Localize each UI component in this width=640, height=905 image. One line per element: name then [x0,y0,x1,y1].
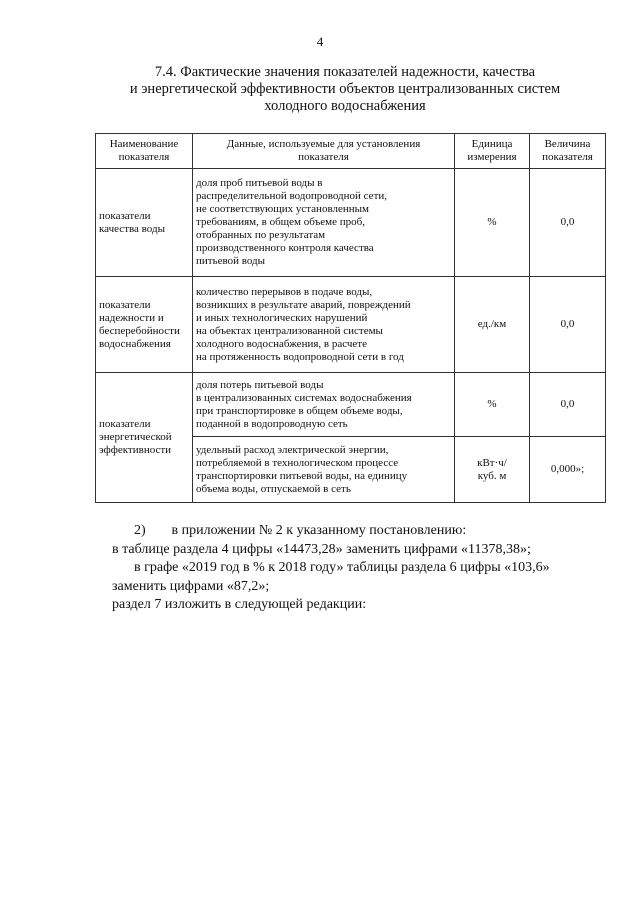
item-number: 2) [134,523,146,538]
indicator-description: удельный расход электрической энергии, потребляемой в технологическом процессе транспортировки питьевой воды, на единицу объема воды, отпускаемой в сеть [193,437,455,503]
indicator-unit: ед./км [455,277,530,373]
section-title [110,64,580,115]
section-title-line: и энергетической эффективности объектов централизованных систем [129,81,561,97]
table-header-row [96,134,606,169]
indicator-name: показатели качества воды [96,169,193,277]
amendment-line: в графе «2019 год в % к 2018 году» таблицы раздела 6 цифры «103,6» [134,560,550,575]
indicator-value: 0,000»; [530,437,606,503]
indicator-description: количество перерывов в подаче воды, возникших в результате аварий, повреждений и иных технологических нарушений на объектах централизованной системы холодного водоснабжения, в расчете на протяженность водопроводной сети в год [193,277,455,373]
indicator-value: 0,0 [530,373,606,437]
indicator-description: доля проб питьевой воды в распределительной водопроводной сети, не соответствующих установленным требованиям, в общем объеме проб, отобранных по результатам производственного контроля качества питьевой воды [193,169,455,277]
section-title-line: 7.4. Фактические значения показателей надежности, качества [154,64,536,80]
amendment-line: в таблице раздела 4 цифры «14473,28» заменить цифрами «11378,38»; [112,541,531,557]
indicator-value: 0,0 [530,169,606,277]
amendment-line: заменить цифрами «87,2»; [112,578,270,594]
page-number: 4 [316,34,324,49]
table-row [96,277,606,373]
item-text: в приложении № 2 к указанному постановлению: [171,523,467,538]
indicator-unit: кВт·ч/ куб. м [455,437,530,503]
header-name: Наименование показателя [96,134,193,169]
amendment-item [112,522,602,541]
amendments-text [112,522,602,615]
indicator-value: 0,0 [530,277,606,373]
indicator-name: показатели надежности и бесперебойности водоснабжения [96,277,193,373]
indicator-name: показатели энергетической эффективности [96,373,193,503]
indicators-table [95,133,606,503]
section-title-line: холодного водоснабжения [264,98,426,114]
indicator-description: доля потерь питьевой воды в централизованных системах водоснабжения при транспортировке в общем объеме воды, поданной в водопроводную сеть [193,373,455,437]
amendment-line: раздел 7 изложить в следующей редакции: [112,597,367,612]
table-row [96,373,606,437]
header-unit: Единица измерения [455,134,530,169]
indicator-unit: % [455,169,530,277]
indicator-unit: % [455,373,530,437]
header-data: Данные, используемые для установления показателя [193,134,455,169]
table-row [96,169,606,277]
header-value: Величина показателя [530,134,606,169]
